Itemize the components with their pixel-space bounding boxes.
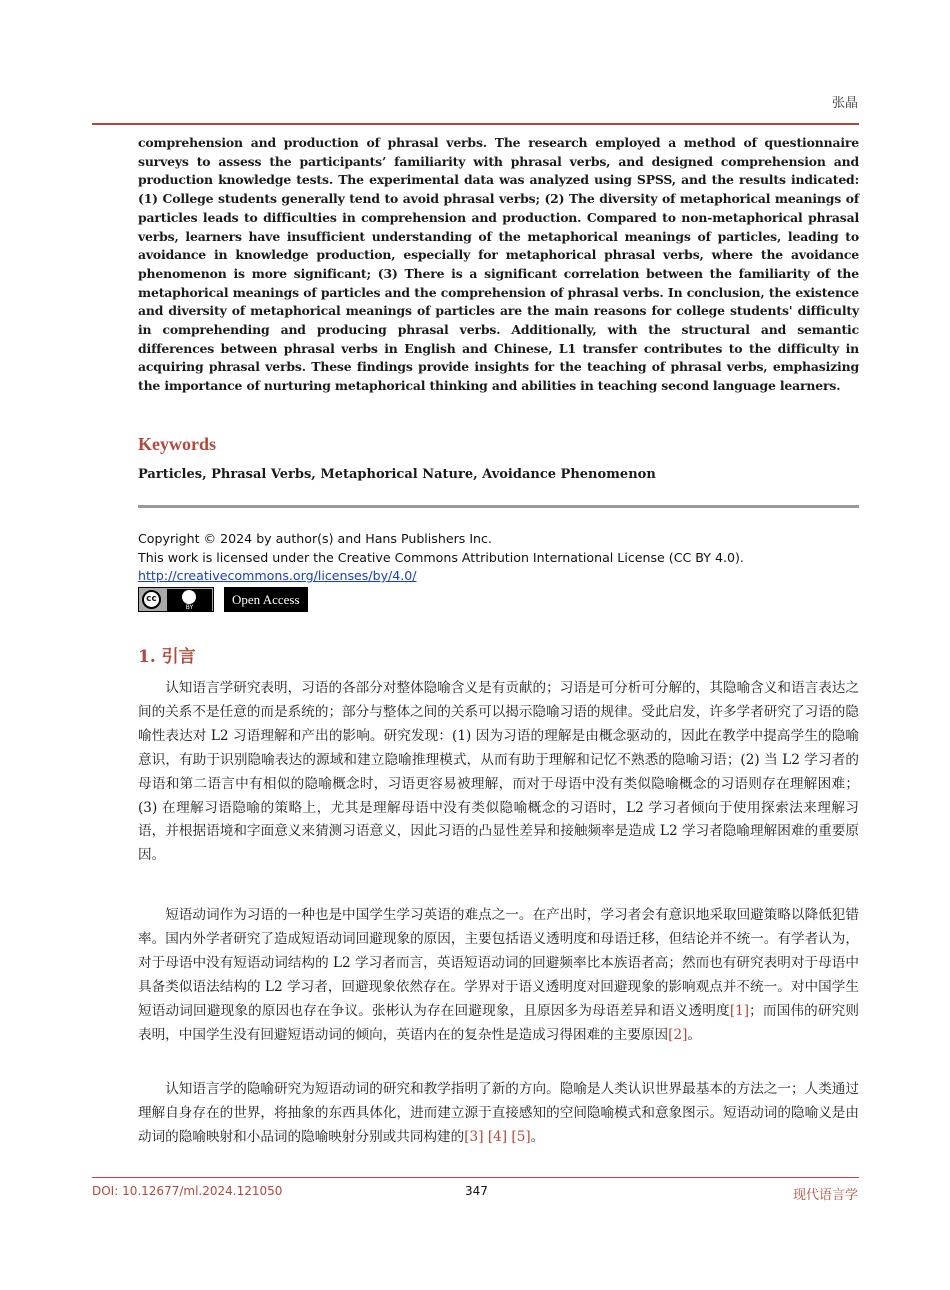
header-rule <box>92 123 859 125</box>
abstract-text: comprehension and production of phrasal verbs. The research employed a method of questionnaire surveys to assess the participants’ familiarity with phrasal verbs, and designed comprehension and production knowledge tests. The experimental data was analyzed using SPSS, and the results indicated: (1) College students generally tend to avoid phrasal verbs; (2) The diversity of metaphorical meanings of particles leads to difficulties in comprehension and production. Compared to non-metaphorical phrasal verbs, learners have insufficient understanding of the metaphorical meanings of particles, leading to avoidance in knowledge production, especially for metaphorical phrasal verbs, where the avoidance phenomenon is more significant; (3) There is a significant correlation between the familiarity of the metaphorical meanings of particles and the comprehension of phrasal verbs. In conclusion, the existence and diversity of metaphorical meanings of particles are the main reasons for college students' difficulty in comprehending and producing phrasal verbs. Additionally, with the structural and semantic differences between phrasal verbs in English and Chinese, L1 transfer contributes to the difficulty in acquiring phrasal verbs. These findings provide insights for the teaching of phrasal verbs, emphasizing the importance of nurturing metaphorical thinking and abilities in teaching second language learners. <box>138 135 859 394</box>
license-block <box>138 530 744 586</box>
paragraph-2 <box>138 904 859 1047</box>
citation-3-4-5[interactable]: [3] [4] [5] <box>464 1128 531 1145</box>
copyright-line: Copyright © 2024 by author(s) and Hans Publishers Inc. <box>138 531 492 546</box>
paragraph-2-part-b: ；而国伟的研究则表明，中国学生没有回避短语动词的倾向，英语内在的复杂性是造成习得困难的主要原因 <box>138 1002 860 1043</box>
license-link[interactable]: http://creativecommons.org/licenses/by/4.0/ <box>138 568 417 583</box>
paragraph-1: 认知语言学研究表明，习语的各部分对整体隐喻含义是有贡献的；习语是可分析可分解的，其隐喻含义和语言表达之间的关系不是任意的而是系统的；部分与整体之间的关系可以揭示隐喻习语的规律。受此启发，许多学者研究了习语的隐喻性表达对 L2 习语理解和产出的影响。研究发现：(1) 因为习语的理解是由概念驱动的，因此在教学中提高学生的隐喻意识，有助于识别隐喻表达的源域和建立隐喻推理模式，从而有助于理解和记忆不熟悉的隐喻习语；(2) 当 L2 学习者的母语和第二语言中有相似的隐喻概念时，习语更容易被理解，而对于母语中没有类似隐喻概念的习语则存在理解困难；(3) 在理解习语隐喻的策略上，尤其是理解母语中没有类似隐喻概念的习语时，L2 学习者倾向于使用探索法来理解习语，并根据语境和字面意义来猜测习语意义，因此习语的凸显性差异和接触频率是造成 L2 学习者隐喻理解困难的重要原因。 <box>138 680 859 864</box>
footer-doi: DOI: 10.12677/ml.2024.121050 <box>92 1184 283 1198</box>
paragraph-2-part-c: 。 <box>687 1026 702 1043</box>
header-author: 张晶 <box>831 96 858 111</box>
cc-icon: cc <box>142 590 161 609</box>
by-label: BY <box>185 604 194 611</box>
paragraph-3-part-b: 。 <box>530 1128 545 1145</box>
by-icon <box>167 589 212 611</box>
page-number: 347 <box>465 1184 488 1198</box>
citation-1[interactable]: [1] <box>729 1002 750 1019</box>
paragraph-3-part-a: 认知语言学的隐喻研究为短语动词的研究和教学指明了新的方向。隐喻是人类认识世界最基本的方法之一；人类通过理解自身存在的世界，将抽象的东西具体化，进而建立源于直接感知的空间隐喻模式和意象图示。短语动词的隐喻义是由动词的隐喻映射和小品词的隐喻映射分别或共同构建的 <box>138 1081 859 1145</box>
person-icon <box>182 590 196 604</box>
cc-by-icon[interactable] <box>138 587 214 612</box>
section-heading: 1. 引言 <box>138 647 196 667</box>
keywords-list: Particles, Phrasal Verbs, Metaphorical Nature, Avoidance Phenomenon <box>138 467 656 482</box>
section-divider <box>138 505 859 508</box>
keywords-heading: Keywords <box>138 434 216 454</box>
footer-rule <box>92 1177 859 1178</box>
journal-name: 现代语言学 <box>792 1188 858 1203</box>
open-access-badge[interactable]: Open Access <box>224 587 308 612</box>
license-badges <box>138 587 308 612</box>
paragraph-3 <box>138 1078 859 1150</box>
citation-2[interactable]: [2] <box>668 1026 688 1043</box>
license-statement: This work is licensed under the Creative Commons Attribution International License (CC BY 4.0). <box>138 549 744 565</box>
paragraph-2-part-a: 短语动词作为习语的一种也是中国学生学习英语的难点之一。在产出时，学习者会有意识地采取回避策略以降低犯错率。国内外学者研究了造成短语动词回避现象的原因，主要包括语义透明度和母语迁移，但结论并不统一。有学者认为，对于母语中没有短语动词结构的 L2 学习者而言，英语短语动词的回避频率比本族语者高；然而也有研究表明对于母语中具备类似语法结构的 L2 学习者，回避现象依然存在。学界对于语义透明度对回避现象的影响观点并不统一。对中国学生短语动词回避现象的原因也存在争议。张彬认为存在回避现象，且原因多为母语差异和语义透明度 <box>138 907 859 1019</box>
